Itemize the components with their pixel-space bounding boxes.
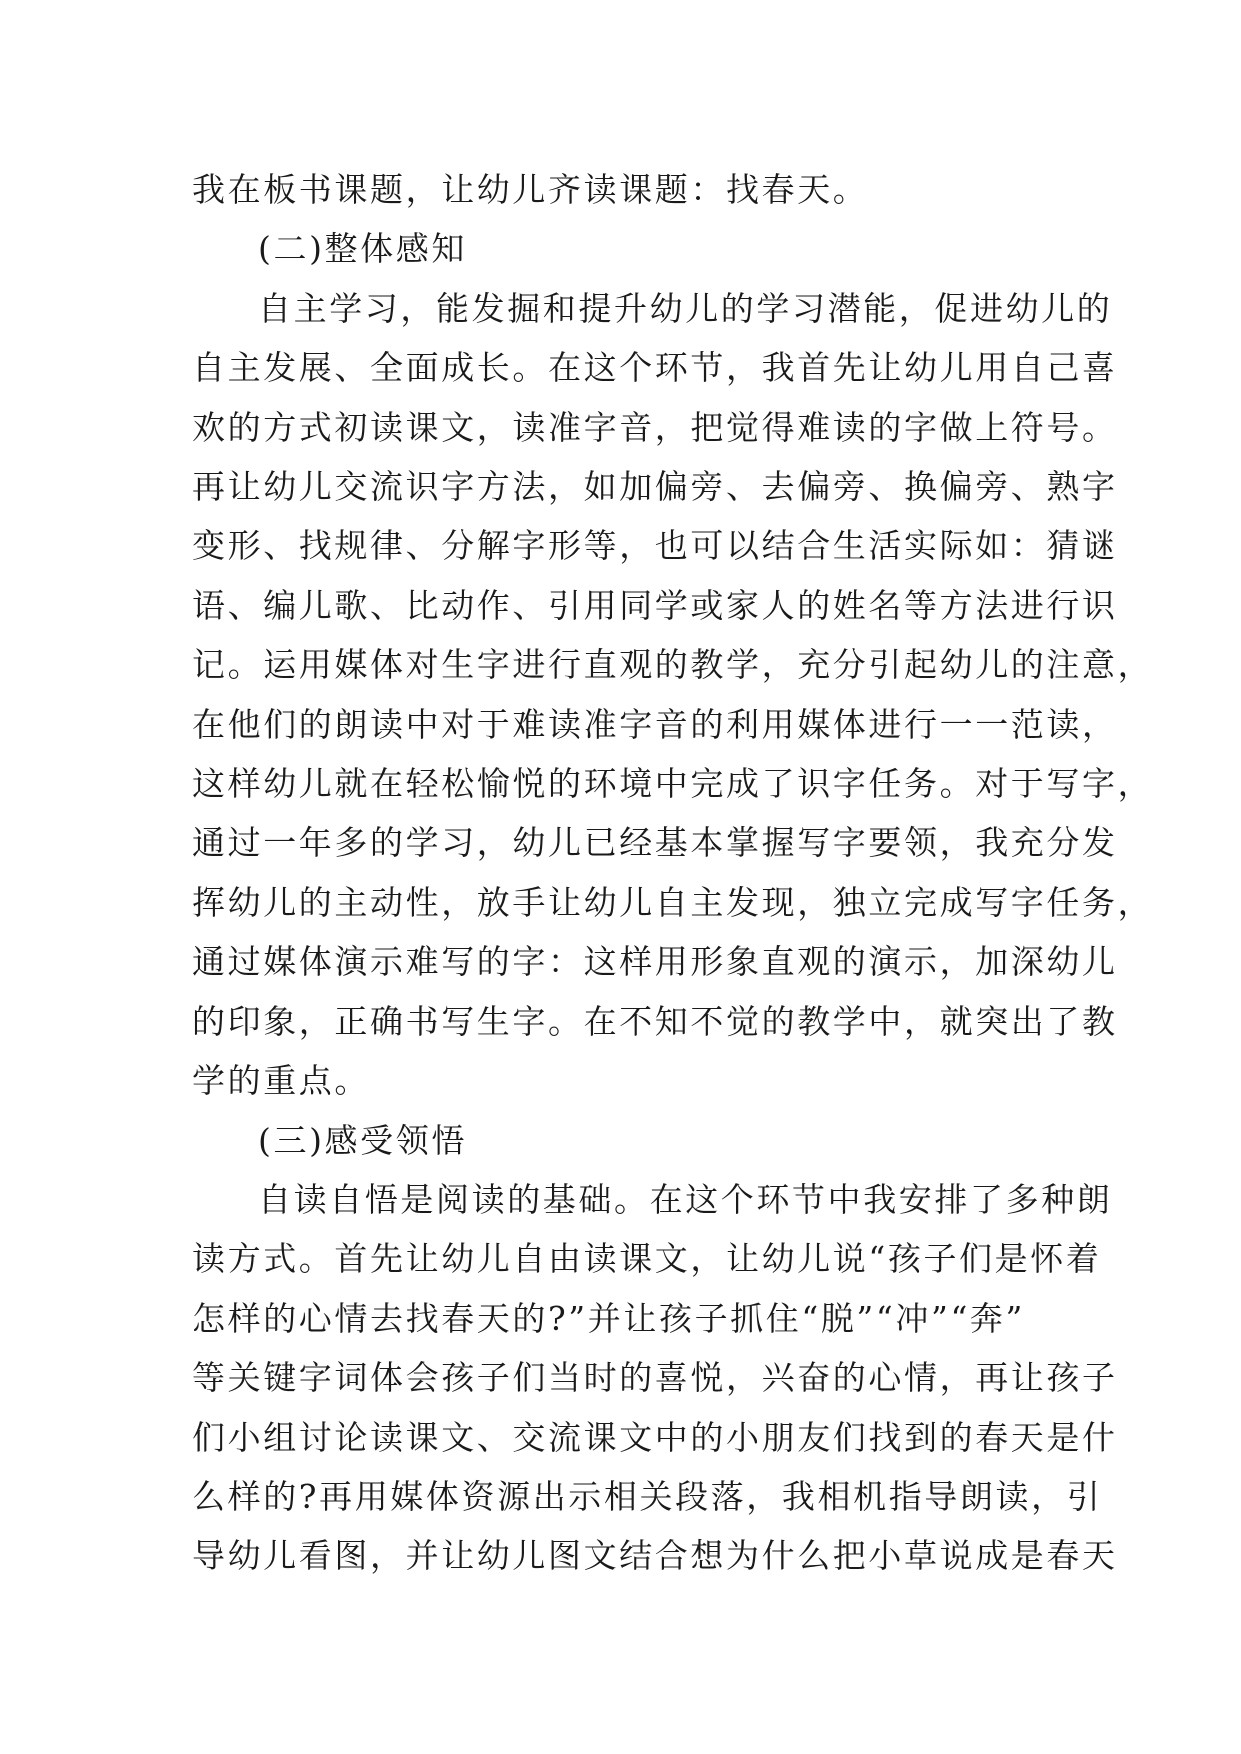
text-line: 欢的方式初读课文，读准字音，把觉得难读的字做上符号。: [192, 407, 1118, 447]
body-paragraph: [192, 1170, 1118, 1586]
section-heading: [192, 219, 1062, 278]
text-line: 们小组讨论读课文、交流课文中的小朋友们找到的春天是什: [192, 1417, 1118, 1457]
text-line: 怎样的心情去找春天的?”并让孩子抓住“脱”“冲”“奔”: [192, 1298, 1025, 1338]
text-line: 自读自悟是阅读的基础。在这个环节中我安排了多种朗: [258, 1179, 1113, 1219]
text-line: 在他们的朗读中对于难读准字音的利用媒体进行一一范读，: [192, 704, 1118, 744]
text-line: 变形、找规律、分解字形等，也可以结合生活实际如：猜谜: [192, 526, 1118, 566]
body-paragraph: [192, 279, 1154, 1111]
text-line: 等关键字词体会孩子们当时的喜悦，兴奋的心情，再让孩子: [192, 1358, 1118, 1398]
text-line: 学的重点。: [192, 1061, 370, 1101]
body-paragraph: [192, 160, 1062, 219]
text-line: 这样幼儿就在轻松愉悦的环境中完成了识字任务。对于写字，: [192, 764, 1154, 804]
text-line: 语、编儿歌、比动作、引用同学或家人的姓名等方法进行识: [192, 585, 1118, 625]
text-line: 自主发展、全面成长。在这个环节，我首先让幼儿用自己喜: [192, 348, 1118, 388]
text-line: 通过媒体演示难写的字：这样用形象直观的演示，加深幼儿: [192, 942, 1118, 982]
text-line: 自主学习，能发掘和提升幼儿的学习潜能，促进幼儿的: [258, 288, 1113, 328]
text-line: 再让幼儿交流识字方法，如加偏旁、去偏旁、换偏旁、熟字: [192, 467, 1118, 507]
text-line: 么样的?再用媒体资源出示相关段落，我相机指导朗读，引: [192, 1476, 1103, 1516]
text-line: 记。运用媒体对生字进行直观的教学，充分引起幼儿的注意，: [192, 645, 1154, 685]
text-line: 通过一年多的学习，幼儿已经基本掌握写字要领，我充分发: [192, 823, 1118, 863]
text-line: (三)感受领悟: [258, 1120, 467, 1160]
text-line: (二)整体感知: [258, 229, 467, 269]
text-line: 挥幼儿的主动性，放手让幼儿自主发现，独立完成写字任务，: [192, 882, 1154, 922]
text-line: 我在板书课题，让幼儿齐读课题：找春天。: [192, 170, 869, 209]
text-line: 的印象，正确书写生字。在不知不觉的教学中，就突出了教: [192, 1001, 1118, 1041]
text-line: 读方式。首先让幼儿自由读课文，让幼儿说“孩子们是怀着: [192, 1239, 1102, 1279]
text-line: 导幼儿看图，并让幼儿图文结合想为什么把小草说成是春天: [192, 1536, 1118, 1576]
document-body: [192, 160, 1154, 1586]
section-heading: [192, 1111, 1062, 1170]
